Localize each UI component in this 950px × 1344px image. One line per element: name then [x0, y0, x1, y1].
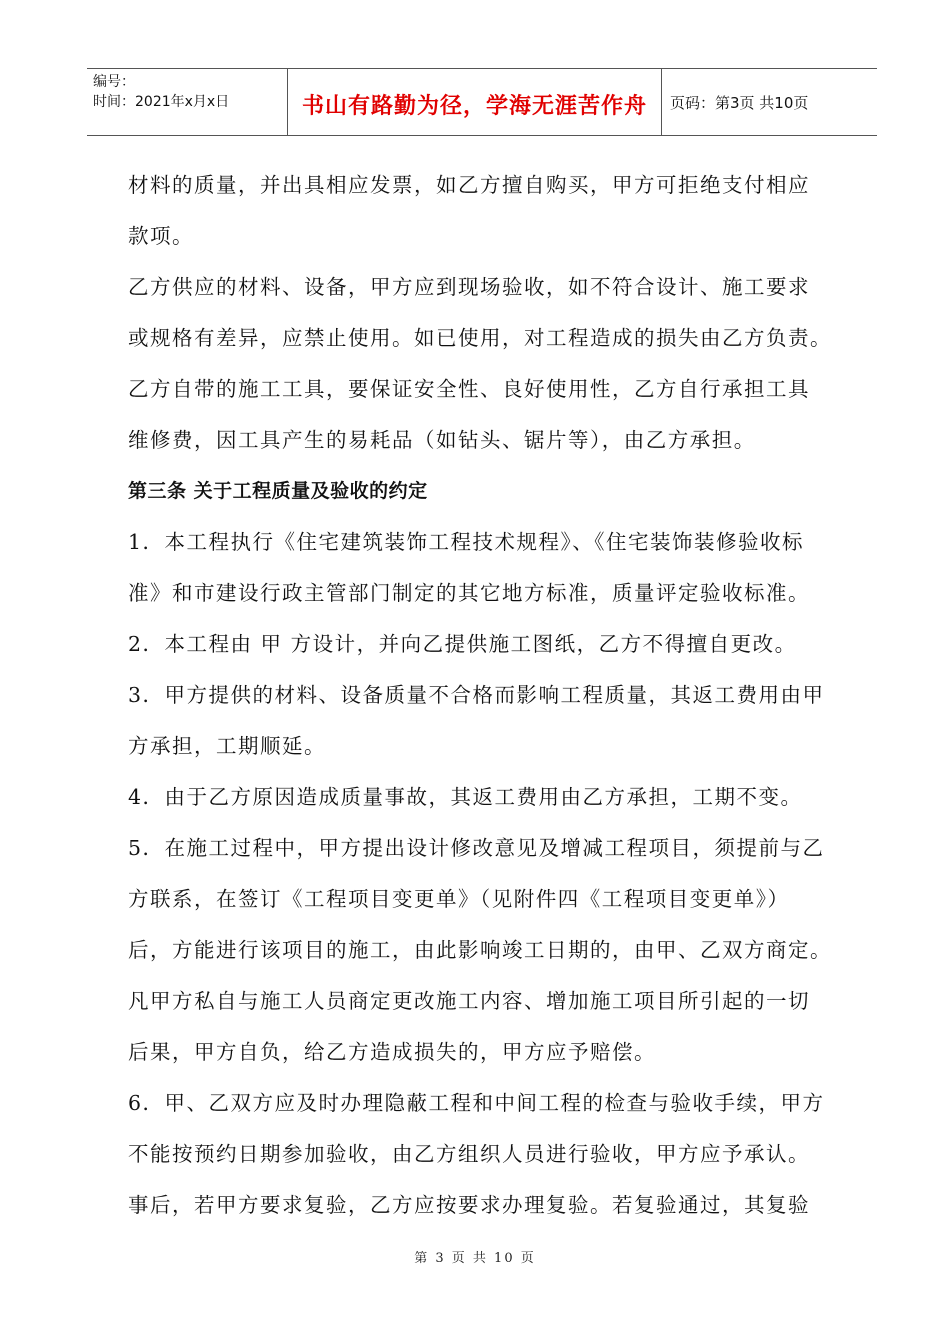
body-line: 维修费，因工具产生的易耗品（如钻头、锯片等），由乙方承担。 — [128, 428, 756, 452]
body-line: 3．甲方提供的材料、设备质量不合格而影响工程质量，其返工费用由甲 — [128, 683, 825, 707]
body-line: 后，方能进行该项目的施工，由此影响竣工日期的，由甲、乙双方商定。 — [128, 938, 832, 962]
body-line: 事后，若甲方要求复验，乙方应按要求办理复验。若复验通过，其复验 — [128, 1193, 810, 1217]
body-line: 不能按预约日期参加验收，由乙方组织人员进行验收，甲方应予承认。 — [128, 1142, 810, 1166]
body-line: 5．在施工过程中，甲方提出设计修改意见及增减工程项目，须提前与乙 — [128, 836, 825, 860]
section-heading: 第三条 关于工程质量及验收的约定 — [128, 480, 428, 502]
body-line: 4．由于乙方原因造成质量事故，其返工费用由乙方承担，工期不变。 — [128, 785, 803, 809]
body-line: 或规格有差异，应禁止使用。如已使用，对工程造成的损失由乙方负责。 — [128, 326, 832, 350]
body-line: 方联系，在签订《工程项目变更单》（见附件四《工程项目变更单》） — [128, 887, 790, 911]
body-line: 乙方供应的材料、设备，甲方应到现场验收，如不符合设计、施工要求 — [128, 275, 810, 299]
body-line: 方承担，工期顺延。 — [128, 734, 326, 758]
document-body — [128, 160, 848, 1231]
body-line: 准》和市建设行政主管部门制定的其它地方标准，质量评定验收标准。 — [128, 581, 810, 605]
body-line: 6．甲、乙双方应及时办理隐蔽工程和中间工程的检查与验收手续，甲方 — [128, 1091, 825, 1115]
header-meta — [87, 69, 288, 135]
document-number-label: 编号： — [93, 74, 135, 90]
page-header — [87, 68, 877, 136]
page-footer: 第 3 页 共 10 页 — [414, 1251, 536, 1266]
document-time-label: 时间：2021年x月x日 — [93, 94, 230, 110]
body-line: 款项。 — [128, 224, 194, 248]
body-line: 2．本工程由 甲 方设计，并向乙提供施工图纸，乙方不得擅自更改。 — [128, 632, 797, 656]
body-line: 材料的质量，并出具相应发票，如乙方擅自购买，甲方可拒绝支付相应 — [128, 173, 810, 197]
body-line: 乙方自带的施工工具，要保证安全性、良好使用性，乙方自行承担工具 — [128, 377, 810, 401]
body-line: 1．本工程执行《住宅建筑装饰工程技术规程》、《住宅装饰装修验收标 — [128, 530, 805, 554]
header-page-number: 页码：第3页 共10页 — [670, 93, 809, 112]
body-line: 凡甲方私自与施工人员商定更改施工内容、增加施工项目所引起的一切 — [128, 989, 810, 1013]
body-line: 后果，甲方自负，给乙方造成损失的，甲方应予赔偿。 — [128, 1040, 656, 1064]
header-motto: 书山有路勤为径，学海无涯苦作舟 — [288, 69, 662, 135]
